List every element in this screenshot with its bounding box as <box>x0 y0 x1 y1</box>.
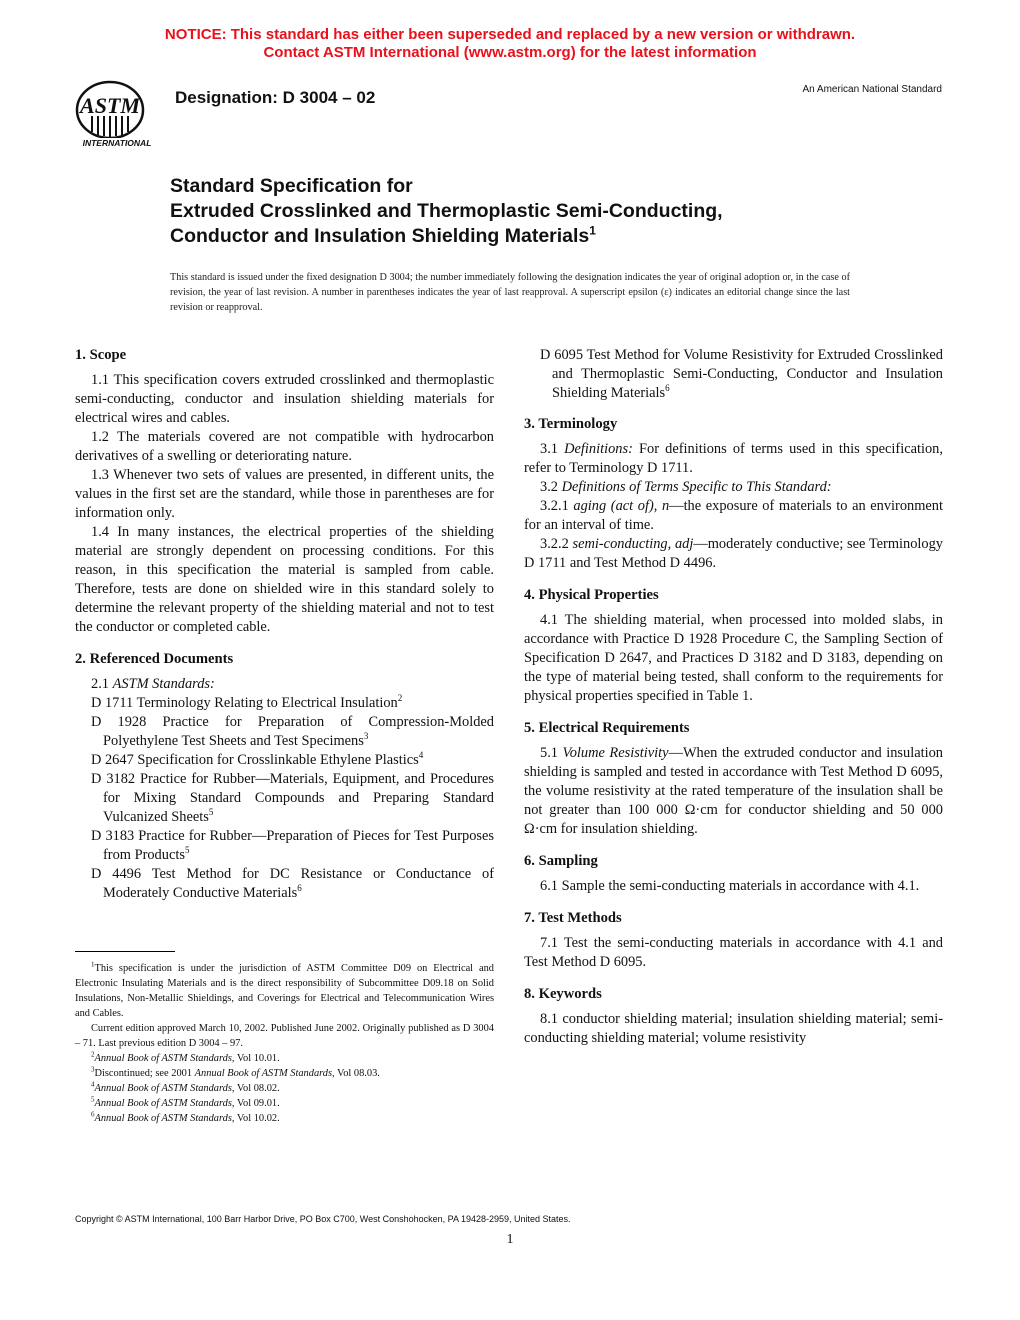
american-national-standard: An American National Standard <box>802 84 942 95</box>
issue-note: This standard is issued under the fixed designation D 3004; the number immediately following the designation indicates the year of original adoption or, in the case of revision, the year of last revision. A number in parentheses indicates the year of last reapproval. A superscript epsilon (ε) indicates an editorial change since the last revision or reapproval. <box>170 272 850 313</box>
reference-d4496: D 4496 Test Method for DC Resistance or Conductance of Moderately Conductive Materials$^6$ <box>91 866 494 901</box>
paragraph-8-1: 8.1 conductor shielding material; insulation shielding material; semi-conducting shielding material; volume resistivity <box>524 1011 943 1046</box>
reference-d6095: D 6095 Test Method for Volume Resistivity for Extruded Crosslinked and Thermoplastic Semi-Conducting, Conductor and Insulation Shielding Materials$^6$ <box>540 347 943 401</box>
paragraph-1-2: 1.2 The materials covered are not compatible with hydrocarbon derivatives of a swelling or deteriorating nature. <box>75 429 494 464</box>
title-line-3: Conductor and Insulation Shielding Materials$^1$ <box>170 223 596 247</box>
section-heading-sampling: 6. Sampling <box>524 853 598 869</box>
reference-d1711: D 1711 Terminology Relating to Electrical Insulation$^2$ <box>91 693 403 711</box>
footnote-2: $^2$Annual Book of ASTM Standards, Vol 10.01. <box>91 1050 280 1064</box>
designation: Designation: D 3004 – 02 <box>175 88 376 107</box>
section-heading-test-methods: 7. Test Methods <box>524 910 622 926</box>
reference-d2647: D 2647 Specification for Crosslinkable Ethylene Plastics$^4$ <box>91 750 424 768</box>
paragraph-4-1: 4.1 The shielding material, when processed into molded slabs, in accordance with Practice D 1928 Procedure C, the Sampling Section of Specification D 2647, and Practices D 3182 and D 3183, depending on the type of material being tested, shall conform to the requirements for physical properties specified in Table 1. <box>524 612 943 704</box>
paragraph-7-1: 7.1 Test the semi-conducting materials in accordance with 4.1 and Test Method D 6095. <box>524 935 943 970</box>
paragraph-3-2-2: 3.2.2 semi-conducting, adj—moderately conductive; see Terminology D 1711 and Test Method D 4496. <box>524 536 944 571</box>
left-column <box>75 346 494 903</box>
section-heading-terminology: 3. Terminology <box>524 416 618 432</box>
footnote-1-edition: Current edition approved March 10, 2002. Published June 2002. Originally published as D 3004 – 71. Last previous edition D 3004 – 97. <box>75 1023 494 1049</box>
footnote-4: $^4$Annual Book of ASTM Standards, Vol 08.02. <box>91 1080 280 1094</box>
withdrawal-notice <box>0 26 1020 62</box>
paragraph-5-1: 5.1 Volume Resistivity—When the extruded conductor and insulation shielding is sampled and tested in accordance with Test Method D 6095, the volume resistivity at the rated temperature of the insulation shall be not greater than 100 000 Ω·cm for conductor shielding and 50 000 Ω·cm for insulation shielding. <box>524 745 943 837</box>
notice-line-2: Contact ASTM International (www.astm.org) for the latest information <box>263 44 757 61</box>
document-title <box>170 174 930 249</box>
footnote-3: $^3$Discontinued; see 2001 Annual Book of ASTM Standards, Vol 08.03. <box>91 1065 380 1079</box>
title-line-2: Extruded Crosslinked and Thermoplastic Semi-Conducting, <box>170 200 723 222</box>
title-footnote-mark: 1 <box>589 223 596 238</box>
paragraph-1-4: 1.4 In many instances, the electrical properties of the shielding material are strongly dependent on processing conditions. For this reason, in this specification the material is sampled from cable. Therefore, tests are done on shielded wire in this standard solely to determine the relevant property of the shielding material and not to test the conductor or completed cable. <box>75 524 494 635</box>
footnote-divider <box>75 951 175 952</box>
copyright: Copyright © ASTM International, 100 Barr Harbor Drive, PO Box C700, West Conshohocken, PA 19428-2959, United States. <box>75 1214 571 1224</box>
page-number: 1 <box>506 1232 514 1247</box>
paragraph-3-1: 3.1 Definitions: For definitions of terms used in this specification, refer to Terminology D 1711. <box>524 441 943 476</box>
section-heading-referenced: 2. Referenced Documents <box>75 651 234 667</box>
title-line-1: Standard Specification for <box>170 175 413 197</box>
astm-logo-icon <box>62 76 162 150</box>
section-heading-electrical: 5. Electrical Requirements <box>524 720 690 736</box>
section-heading-physical: 4. Physical Properties <box>524 587 659 603</box>
footnotes <box>75 961 494 1126</box>
footnote-1: $^1$This specification is under the jurisdiction of ASTM Committee D09 on Electrical and Electronic Insulating Materials and is the direct responsibility of Subcommittee D09.18 on Solid Insulations, Non-Metallic Shieldings, and Coverings for Electrical and Telecommunication Wires and Cables. <box>75 960 494 1019</box>
section-heading-scope: 1. Scope <box>75 347 127 363</box>
right-column <box>524 346 943 1048</box>
section-heading-keywords: 8. Keywords <box>524 986 602 1002</box>
reference-d3182: D 3182 Practice for Rubber—Materials, Equipment, and Procedures for Mixing Standard Compounds and Preparing Standard Vulcanized Sheets$^5$ <box>91 771 494 825</box>
reference-d1928: D 1928 Practice for Preparation of Compression-Molded Polyethylene Test Sheets and Test Specimens$^3$ <box>91 714 494 749</box>
notice-line-1: NOTICE: This standard has either been superseded and replaced by a new version or withdrawn. <box>164 26 856 43</box>
paragraph-1-1: 1.1 This specification covers extruded crosslinked and thermoplastic semi-conducting, conductor and insulation shielding materials for electrical wires and cables. <box>75 372 494 426</box>
paragraph-1-3: 1.3 Whenever two sets of values are presented, in different units, the values in the first set are the standard, while those in parentheses are for information only. <box>75 467 494 521</box>
paragraph-3-2: 3.2 Definitions of Terms Specific to This Standard: <box>540 479 832 495</box>
footnote-5: $^5$Annual Book of ASTM Standards, Vol 09.01. <box>91 1095 280 1109</box>
paragraph-3-2-1: 3.2.1 aging (act of), n—the exposure of materials to an environment for an interval of time. <box>524 498 943 533</box>
footnote-6: $^6$Annual Book of ASTM Standards, Vol 10.02. <box>91 1110 280 1124</box>
reference-d3183: D 3183 Practice for Rubber—Preparation of Pieces for Test Purposes from Products$^5$ <box>91 828 494 863</box>
paragraph-6-1: 6.1 Sample the semi-conducting materials in accordance with 4.1. <box>540 878 920 894</box>
logo-subtext: INTERNATIONAL <box>82 138 152 148</box>
logo-text: ASTM <box>80 93 140 118</box>
paragraph-2-1: 2.1 ASTM Standards: <box>91 676 215 692</box>
